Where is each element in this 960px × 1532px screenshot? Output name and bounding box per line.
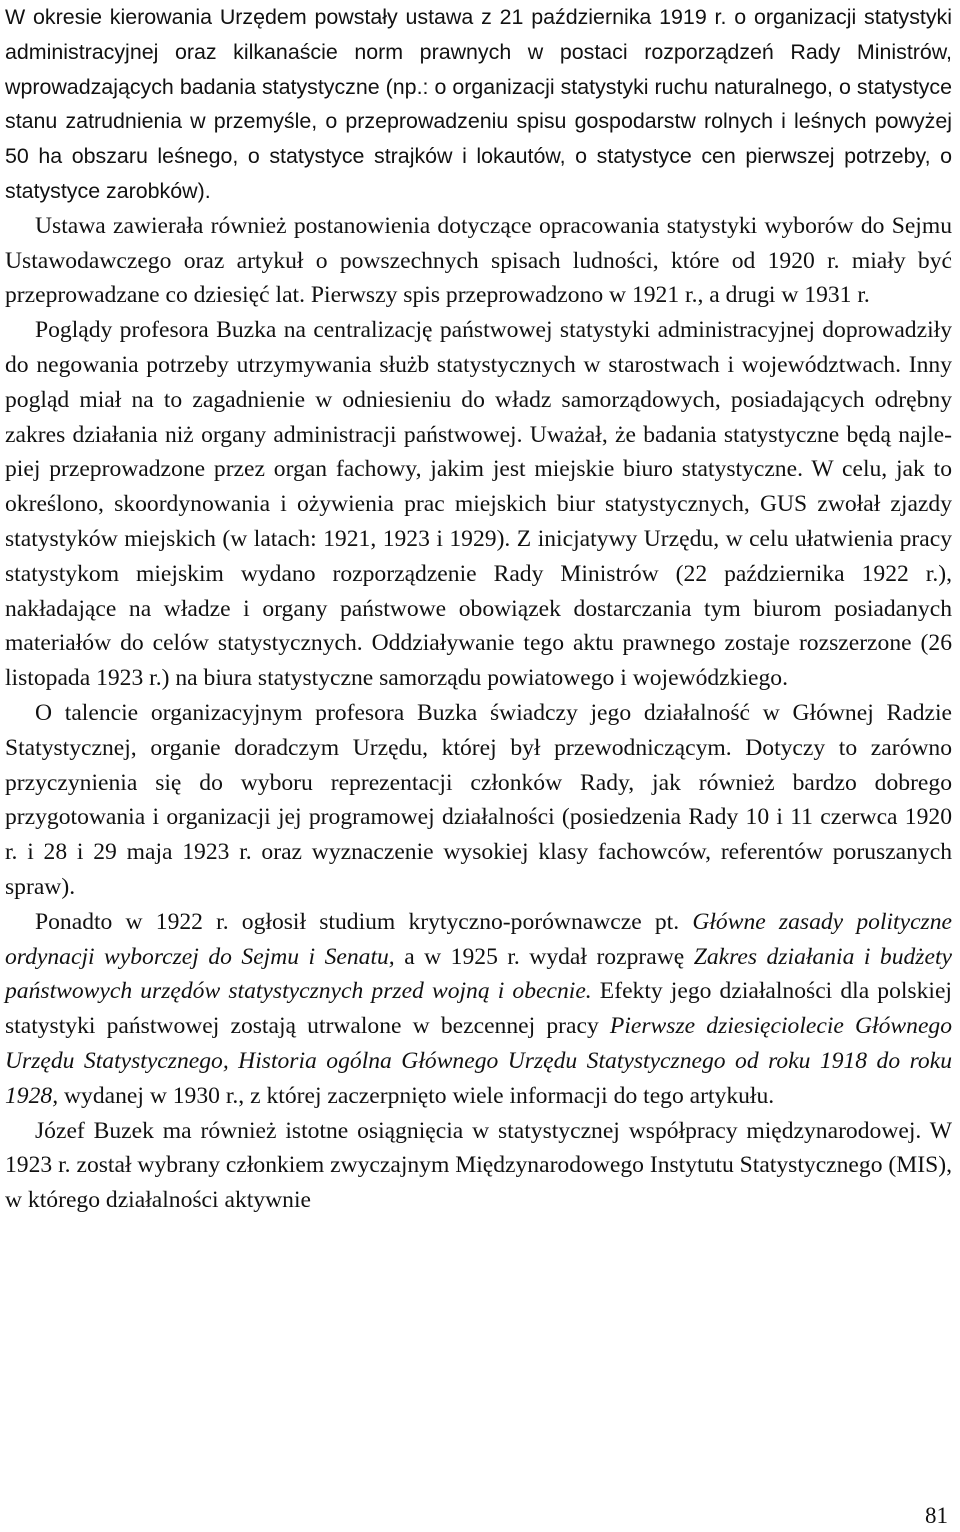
paragraph-5-text-2: a w 1925 r. wydał rozprawę (394, 943, 694, 970)
paragraph-3-text: Poglądy profesora Buzka na centralizację państwowej statystyki administracyjnej doprowadziły do negowania potrzeby utrzymywania służb statystycznych w starostwach i województwach. Inny pogląd miał na to zagadnienie w odniesieniu do władz samorządowych, posiadających odrębny zakres działania niż organy administracji państwowej. Uważał, że badania statystyczne będą najlepiej przeprowadzone przez organ fachowy, jakim jest miejskie biuro statystyczne. W celu, jak to określono, skoordynowania i ożywienia prac miejskich biur statystycznych, GUS zwołał zjazdy statystyków miejskich (w latach: 1921, 1923 i 1929). Z inicjatywy Urzędu, w celu ułatwienia pracy statystykom miejskim wydano rozporządzenie Rady Ministrów (22 października 1922 r.), nakładające na władze i organy państwowe obowiązek dostarczania tym biurom posiadanych materiałów do celów statystycznych. Oddziaływanie tego aktu prawnego zostaje rozszerzone (26 listopada 1923 r.) na biura statystyczne samorządu powiatowego i wojewódzkiego. (5, 317, 952, 692)
paragraph-4 (5, 696, 952, 905)
paragraph-4-text: O talencie organizacyjnym profesora Buzka świadczy jego działalność w Głównej Radzie Statystycznej, organie doradczym Urzędu, której był przewodniczącym. Dotyczy to zarówno przyczynienia się do wyboru reprezentacji członków Rady, jak również bardzo dobrego przygotowania i organizacji jej programowej działalności (posiedzenia Rady 10 i 11 czerwca 1920 r. i 28 i 29 maja 1923 r. oraz wyznaczenie wysokiej klasy fachowców, referentów poruszanych spraw). (5, 699, 952, 900)
paragraph-2-text: Ustawa zawierała również postanowienia dotyczące opracowania statystyki wyborów do Sejmu Ustawodawczego oraz artykuł o powszechnych spisach ludności, które od 1920 r. miały być przeprowadzane co dziesięć lat. Pierwszy spis przeprowadzono w 1921 r., a drugi w 1931 r. (5, 212, 952, 309)
book-title-glowne-zasady: Główne zasady polityczne ordynacji wyborczej do Sejmu i Senatu, (5, 908, 952, 970)
paragraph-1-text: W okresie kierowania Urzędem powstały ustawa z 21 października 1919 r. o organizacji statystyki administracyjnej oraz kilkanaście norm prawnych w postaci rozporządzeń Rady Ministrów, wprowadzających badania statystyczne (np.: o organizacji statystyki ruchu naturalnego, o statystyce stanu zatrudnienia w przemyśle, o przeprowadzeniu spisu gospodarstw rolnych i leśnych powyżej 50 ha obszaru leśnego, o statystyce strajków i lokautów, o statystyce cen pierwszej potrzeby, o statystyce zarobków). (5, 5, 952, 203)
paragraph-6 (5, 1114, 952, 1218)
paragraph-5-text-3: Efekty jego działalności dla polskiej statystyki państwowej zostają utrwalone w bezcennej pracy (5, 978, 952, 1040)
paragraph-3 (5, 313, 952, 696)
paragraph-1 (5, 0, 952, 209)
paragraph-2 (5, 209, 952, 313)
paragraph-6-text: Józef Buzek ma również istotne osiągnięcia w statystycznej współpracy międzynarodowej. W 1923 r. został wybrany członkiem zwyczajnym Międzynarodowego Instytutu Statystycznego (MIS), w którego działalności aktywnie (5, 1117, 952, 1214)
document-page (5, 0, 952, 1218)
paragraph-5-text-4: wydanej w 1930 r., z której zaczerpnięto wiele informacji do tego artykułu. (58, 1082, 775, 1109)
book-title-zakres-dzialania: Zakres działania i budżety państwowych urzędów statystycznych przed wojną i obecnie. (5, 943, 952, 1005)
paragraph-5 (5, 905, 952, 1114)
paragraph-5-text-1: Ponadto w 1922 r. ogłosił studium krytyczno-porównawcze pt. (35, 908, 693, 935)
page-number: 81 (925, 1503, 948, 1528)
book-title-pierwsze-dziesieciolecie: Pierwsze dziesięciolecie Głównego Urzędu Statystycznego, Historia ogólna Głównego Urzędu Statystycznego od roku 1918 do roku 1928, (5, 1013, 953, 1109)
